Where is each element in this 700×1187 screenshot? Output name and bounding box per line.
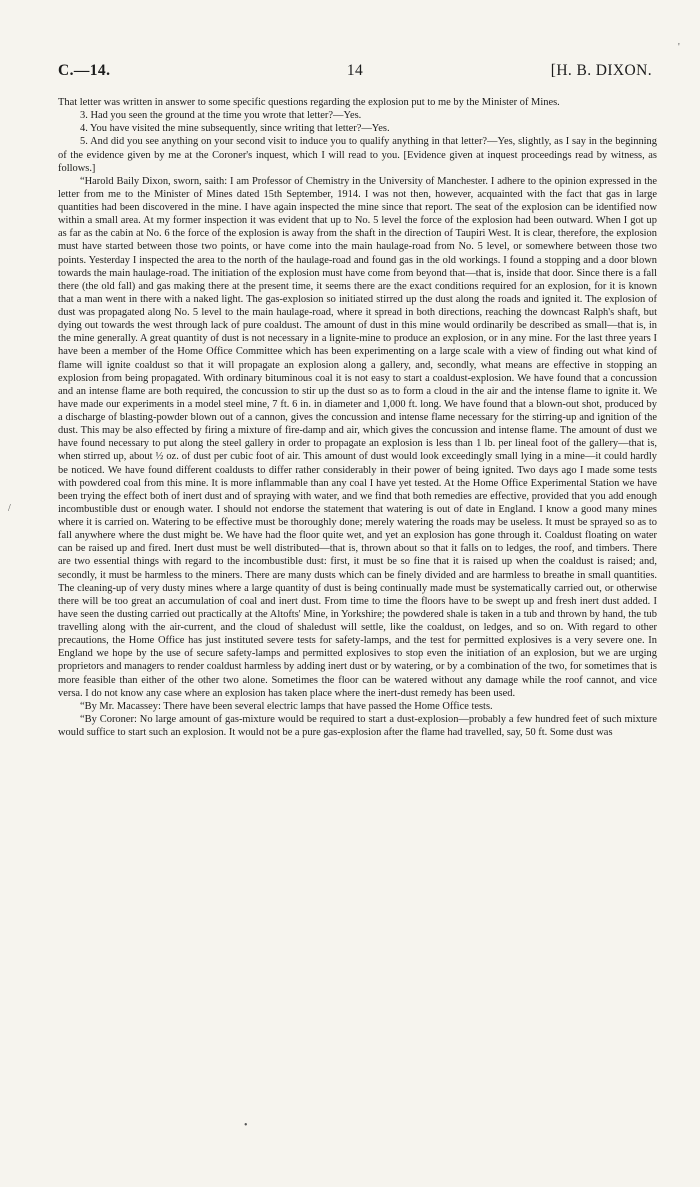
- by-macassey: “By Mr. Macassey: There have been several electric lamps that have passed the Home Office tests.: [80, 700, 493, 712]
- page-number: 14: [346, 62, 364, 79]
- paper-id: C.—14.: [58, 62, 111, 79]
- paragraph-intro: That letter was written in answer to some specific questions regarding the explosion put to me by the Minister of Mines.: [58, 97, 560, 108]
- page-header: [58, 62, 652, 84]
- question-4: 4. You have visited the mine subsequently, since writing that letter?—Yes.: [80, 123, 390, 135]
- question-5: 5. And did you see anything on your second visit to induce you to qualify anything in that letter?—Yes, slightly, as I say in the beginning of the evidence given by me at the Coroner's inquest, which I will read to you. [Evidence given at inquest proceedings read by witness, as follows.]: [58, 136, 657, 174]
- by-coroner: “By Coroner: No large amount of gas-mixture would be required to start a dust-explosion—probably a few hundred feet of such mixture would suffice to start such an explosion. It would not be a pure gas-explosion after the flame had travelled, say, 50 ft. Some dust was: [58, 713, 657, 738]
- inquest-evidence: “Harold Baily Dixon, sworn, saith: I am Professor of Chemistry in the University of Manchester. I adhere to the opinion expressed in the letter from me to the Minister of Mines dated 15th September, 1914. I was not then, however, acquainted with the fact that gas in large quantities had been discovered in the mine. I have again inspected the mine since that report. The seat of the explosion can be identified now within a small area. At my former inspection it was evident that up to No. 5 level the force of the explosion had been outward. When I got up as far as the cabin at No. 6 the force of the explosion is away from the shaft in the direction of Taupiri West. It is clear, therefore, the explosion must have started between those two points, or have come into the main haulage-road from No. 5 level, or somewhere between those two points. Yesterday I inspected the area to the north of the haulage-road and found gas in the old workings. I found a stopping and a door blown towards the main haulage-road. The initiation of the explosion must have come from beyond that—that is, inside that door. Since there is a fall there (the old fall) and gas making there at the present time, it seems there are the exact conditions required for an explosion, for it is known that a man went in there with a naked light. The gas-explosion so initiated stirred up the dust along the roads and ignited it. The explosion of dust was propagated along No. 5 level to the main haulage-road, where it spread in both directions, reaching the downcast Ralph's shaft, but dying out towards the west through lack of pure coaldust. The amount of dust in this mine would ordinarily be described as small—that is, in the mine generally. A great quantity of dust is not necessary in a lignite-mine to produce an explosion, or in any mine. For the last three years I have been a member of the Home Office Committee which has been experimenting on a large scale with a view of finding out what kind of flame will ignite coaldust so that it will propagate an explosion along a gallery, and, secondly, what means are effective in stopping an explosion from being propagated. With ordinary bituminous coal it is not easy to start a coaldust-explosion. We have found that a concussion and an intense flame are both required, the concussion to stir up the dust so as to form a cloud in the air and the intense flame to ignite it. We have made our experiments in a model steel mine, 7 ft. 6 in. in diameter and 1,000 ft. long. We have found that a blown-out shot, produced by a discharge of blasting-powder blown out of a cannon, gives the concussion and intense flame necessary for the stirring-up and ignition of the dust. This may be also effected by firing a mixture of fire-damp and air, which gives the concussion and intense flame. The amount of dust we have found necessary to put along the steel gallery in order to propagate an explosion is less than 1 lb. per lineal foot of the gallery—that is, when stirred up, about ½ oz. of dust per cubic foot of air. This amount of dust would look exceedingly small lying in a mine—it could hardly be noticed. We have found different coaldusts to differ rather considerably in their power of being ignited. Two days ago I made some tests with powdered coal from this mine. It is more inflammable than any coal I have yet tested. At the Home Office Experimental Station we have been trying the effect both of inert dust and of spraying with water, and we find that both remedies are effective, provided that you add enough incombustible dust or enough water. I should not endorse the statement that watering is out of date in England. I know a good many mines where it is carried on. Watering to be effective must be thoroughly done; merely watering the roads may be useless. It must be sprayed so as to fall anywhere where the dust might be. We have had the floor quite wet, and yet an explosion has gone through it. Coaldust floating on water can be raised up and fired. Inert dust must be well distributed—that is, thrown about so that it falls on to ledges, the roof, and timbers. There are two essential things with regard to the incombustible dust: first, it must be so fine that it is raised up when the coaldust is raised; and, secondly, it must be harmless to the miners. There are many dusts which can be finely divided and are harmless to breathe in small quantities. The cleaning-up of very dusty mines where a large quantity of dust is being continually made must be systematically carried out, or otherwise there will be too great an accumulation of coal and inert dust. From time to time the floors have to be swept up and fresh inert dust added. I have seen the dusting carried out practically at the Altofts' Mine, in Yorkshire; the powdered shale is taken in a tub and thrown by hand, the tub travelling along with the air-current, and the cloud of shaledust will settle, like the coaldust, on ledges, and so on. With regard to other precautions, the Home Office has just instituted severe tests for safety-lamps, and the test for permitted explosives is a very severe one. In England we hope by the use of secure safety-lamps and permitted explosives to stop even the initiation of an explosion, but we are urging proprietors and managers to render coaldust harmless by adding inert dust or by watering, or by a combination of the two, for sometimes that is more feasible than either of the other two alone. Sometimes the floor can be watered without any damage while the roof cannot, and vice versa. I do not know any case where an explosion has taken place where the inert-dust remedy has been used.: [58, 175, 657, 699]
- body-text: [58, 96, 657, 739]
- page-speck: •: [244, 1120, 248, 1131]
- margin-mark: ': [678, 42, 680, 53]
- question-3: 3. Had you seen the ground at the time you wrote that letter?—Yes.: [80, 110, 362, 122]
- witness-name: [H. B. DIXON.: [550, 62, 652, 79]
- margin-mark: /: [8, 503, 11, 514]
